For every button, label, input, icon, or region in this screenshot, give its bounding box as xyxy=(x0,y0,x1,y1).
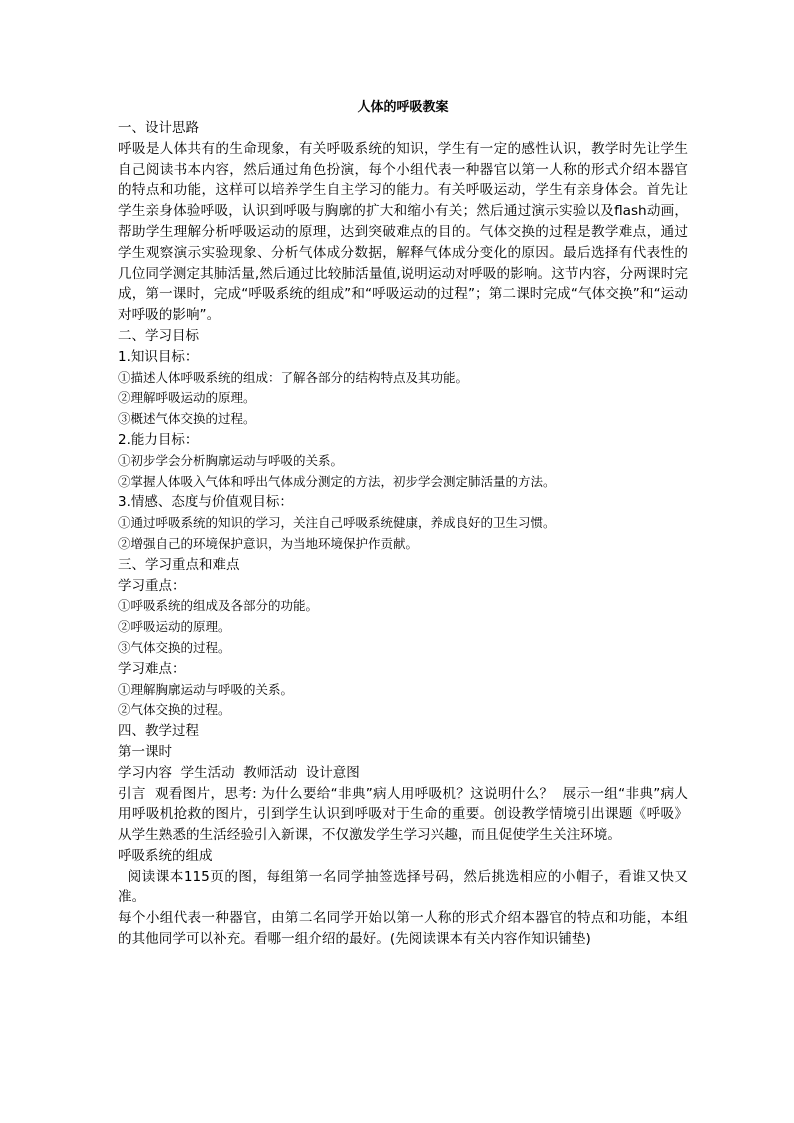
section-heading-design: 一、设计思路 xyxy=(118,120,199,136)
list-item: ①通过呼吸系统的知识的学习，关注自己呼吸系统健康，养成良好的卫生习惯。 xyxy=(118,515,556,531)
list-item: ②呼吸运动的原理。 xyxy=(118,619,231,635)
document-page xyxy=(118,98,693,950)
system-heading: 呼吸系统的组成 xyxy=(118,847,213,864)
emotion-heading: 3.情感、态度与价值观目标： xyxy=(118,494,293,511)
list-item: ①理解胸廓运动与呼吸的关系。 xyxy=(118,681,294,697)
list-item: ①描述人体呼吸系统的组成：了解各部分的结构特点及其功能。 xyxy=(118,369,469,385)
lesson-one-heading: 第一课时 xyxy=(118,743,172,760)
difficulty-heading: 学习难点： xyxy=(118,660,186,677)
intro-paragraph: 引言 观看图片，思考: 为什么要给“非典”病人用呼吸机？这说明什么？ 展示一组“非典”病人用呼吸机抢救的图片，引到学生认识到呼吸对于生命的重要。创设教学情境引出课题《呼吸》 从学生熟悉的生活经验引入新课，不仅激发学生学习兴趣，而且促使学生关注环境。 xyxy=(118,785,693,844)
list-item: ②增强自己的环境保护意识，为当地环境保护作贡献。 xyxy=(118,535,419,551)
document-title: 人体的呼吸教案 xyxy=(357,100,449,115)
section-heading-key-points: 三、学习重点和难点 xyxy=(118,556,240,573)
read-paragraph: 阅读课本115页的图，每组第一名同学抽签选择号码，然后挑选相应的小帽子，看谁又快又准。 xyxy=(118,868,688,906)
design-paragraph: 呼吸是人体共有的生命现象，有关呼吸系统的知识，学生有一定的感性认识，教学时先让学生自己阅读书本内容，然后通过角色扮演，每个小组代表一种器官以第一人称的形式介绍本器官的特点和功能，这样可以培养学生自主学习的能力。有关呼吸运动，学生有亲身体会。首先让学生亲身体验呼吸，认识到呼吸与胸廓的扩大和缩小有关；然后通过演示实验以及flash动画，帮助学生理解分析呼吸运动的原理，达到突破难点的目的。气体交换的过程是教学难点，通过学生观察演示实验现象、分析气体成分数据，解释气体成分变化的原因。最后选择有代表性的几位同学测定其肺活量,然后通过比较肺活量值,说明运动对呼吸的影响。这节内容，分两课时完成，第一课时，完成“呼吸系统的组成”和“呼吸运动的过程”；第二课时完成“气体交换”和“运动对呼吸的影响”。 xyxy=(118,140,688,324)
table-header-row: 学习内容 学生活动 教师活动 设计意图 xyxy=(118,764,360,781)
list-item: ②理解呼吸运动的原理。 xyxy=(118,390,256,406)
list-item: ②气体交换的过程。 xyxy=(118,702,231,718)
knowledge-heading: 1.知识目标： xyxy=(118,348,199,365)
list-item: ②掌握人体吸入气体和呼出气体成分测定的方法，初步学会测定肺活量的方法。 xyxy=(118,473,556,489)
list-item: ①呼吸系统的组成及各部分的功能。 xyxy=(118,598,319,614)
list-item: ③概述气体交换的过程。 xyxy=(118,411,256,427)
ability-heading: 2.能力目标： xyxy=(118,431,199,448)
section-heading-process: 四、教学过程 xyxy=(118,723,199,740)
list-item: ③气体交换的过程。 xyxy=(118,639,231,655)
key-heading: 学习重点： xyxy=(118,577,186,594)
group-paragraph: 每个小组代表一种器官，由第二名同学开始以第一人称的形式介绍本器官的特点和功能，本组的其他同学可以补充。看哪一组介绍的最好。(先阅读课本有关内容作知识铺垫) xyxy=(118,910,688,948)
list-item: ①初步学会分析胸廓运动与呼吸的关系。 xyxy=(118,452,344,468)
section-heading-objectives: 二、学习目标 xyxy=(118,327,199,344)
